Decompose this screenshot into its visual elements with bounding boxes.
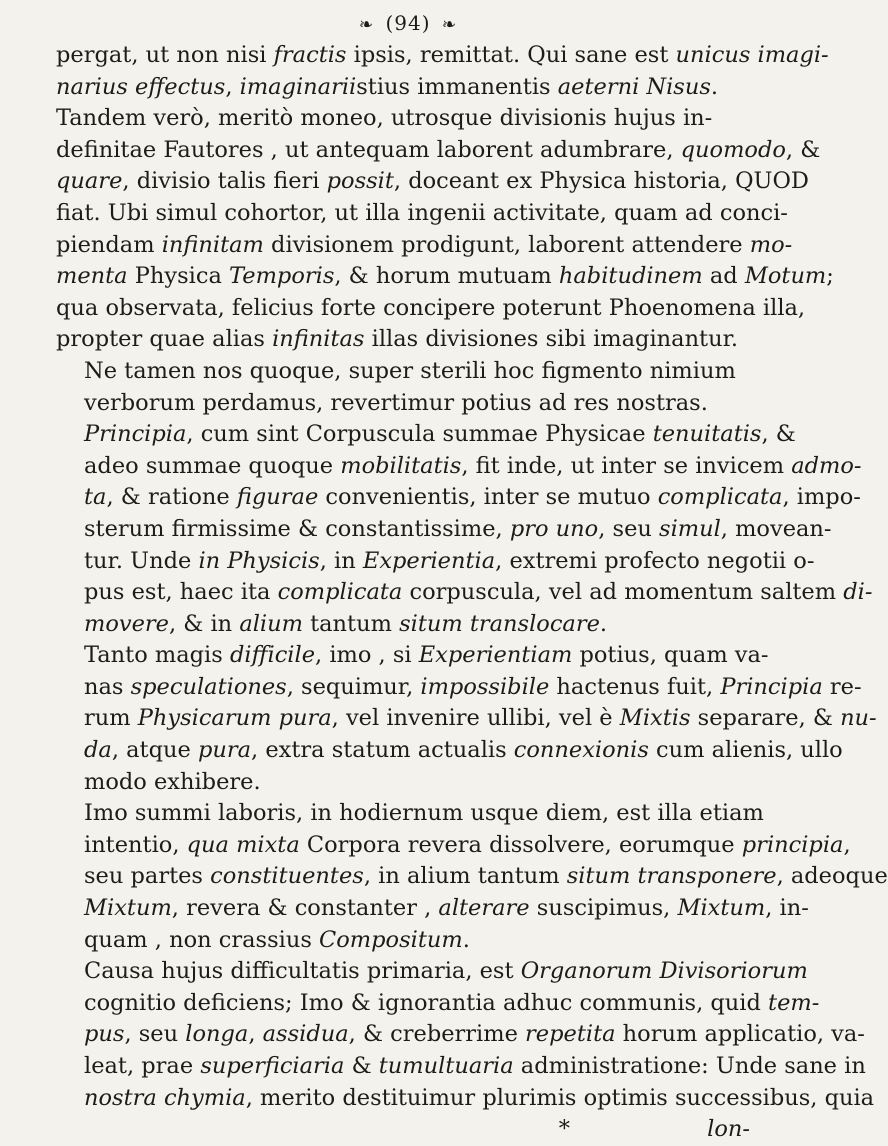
- catchword-line: [56, 1114, 760, 1146]
- text-line: menta Physica Temporis, & horum mutuam habitudinem ad Motum;: [56, 263, 834, 290]
- right-ornament-icon: ❧: [441, 15, 458, 35]
- text-line: Tandem verò, meritò moneo, utrosque divisionis hujus in-: [56, 105, 713, 132]
- catchword: lon-: [707, 1116, 750, 1143]
- text-line: verborum perdamus, revertimur potius ad res nostras.: [84, 389, 708, 416]
- text-line: Mixtum, revera & constanter , alterare suscipimus, Mixtum, in-: [84, 895, 809, 922]
- text-line: pus, seu longa, assidua, & creberrime repetita horum applicatio, va-: [84, 1021, 865, 1048]
- text-line: narius effectus, imaginariistius immanentis aeterni Nisus.: [56, 73, 719, 100]
- paragraph: [56, 419, 873, 640]
- text-line: Imo summi laboris, in hodiernum usque diem, est illa etiam: [84, 800, 764, 827]
- text-line: tur. Unde in Physicis, in Experientia, extremi profecto negotii o-: [84, 547, 815, 574]
- text-line: seu partes constituentes, in alium tantum situm transponere, adeoque: [84, 863, 888, 890]
- text-line: pus est, haec ita complicata corpuscula, vel ad momentum saltem di-: [84, 579, 873, 606]
- paragraph: [56, 40, 834, 356]
- text-line: definitae Fautores , ut antequam laborent adumbrare, quomodo, &: [56, 136, 821, 163]
- text-line: fiat. Ubi simul cohortor, ut illa ingenii activitate, quam ad conci-: [56, 199, 788, 226]
- text-line: cognitio deficiens; Imo & ignorantia adhuc communis, quid tem-: [84, 989, 820, 1016]
- text-line: movere, & in alium tantum situm translocare.: [84, 610, 608, 637]
- page-number: (94): [385, 11, 431, 35]
- body-text: [56, 40, 888, 1114]
- text-line: propter quae alias infinitas illas divisiones sibi imaginantur.: [56, 326, 739, 353]
- text-line: nas speculationes, sequimur, impossibile hactenus fuit, Principia re-: [84, 673, 862, 700]
- paragraph: [56, 798, 888, 956]
- text-line: adeo summae quoque mobilitatis, fit inde, ut inter se invicem admo-: [84, 452, 862, 479]
- asterisk-mark: *: [558, 1116, 570, 1143]
- paragraph: [56, 640, 877, 798]
- paragraph: [56, 956, 875, 1114]
- text-line: quam , non crassius Compositum.: [84, 926, 470, 953]
- text-line: leat, prae superficiaria & tumultuaria administratione: Unde sane in: [84, 1053, 866, 1079]
- text-line: Tanto magis difficile, imo , si Experientiam potius, quam va-: [84, 642, 769, 669]
- text-line: ta, & ratione figurae convenientis, inter se mutuo complicata, impo-: [84, 484, 861, 511]
- text-line: Causa hujus difficultatis primaria, est Organorum Divisoriorum: [84, 958, 808, 985]
- text-line: modo exhibere.: [84, 768, 261, 795]
- text-line: pergat, ut non nisi fractis ipsis, remittat. Qui sane est unicus imagi-: [56, 42, 829, 68]
- text-line: intentio, qua mixta Corpora revera dissolvere, eorumque principia,: [84, 831, 851, 858]
- text-line: nostra chymia, merito destituimur plurimis optimis successibus, quia: [84, 1084, 875, 1111]
- left-ornament-icon: ❧: [358, 15, 375, 35]
- text-line: qua observata, felicius forte concipere poterunt Phoenomena illa,: [56, 294, 806, 321]
- text-line: da, atque pura, extra statum actualis connexionis cum alienis, ullo: [84, 737, 843, 764]
- text-line: Ne tamen nos quoque, super sterili hoc figmento nimium: [84, 357, 736, 384]
- text-line: piendam infinitam divisionem prodigunt, laborent attendere mo-: [56, 231, 793, 258]
- paragraph: [56, 356, 760, 419]
- text-line: Principia, cum sint Corpuscula summae Physicae tenuitatis, &: [84, 421, 796, 448]
- page-header: [56, 10, 760, 40]
- text-line: quare, divisio talis fieri possit, doceant ex Physica historia, QUOD: [56, 168, 809, 195]
- text-line: rum Physicarum pura, vel invenire ullibi, vel è Mixtis separare, & nu-: [84, 705, 877, 732]
- text-line: sterum firmissime & constantissime, pro uno, seu simul, movean-: [84, 515, 832, 542]
